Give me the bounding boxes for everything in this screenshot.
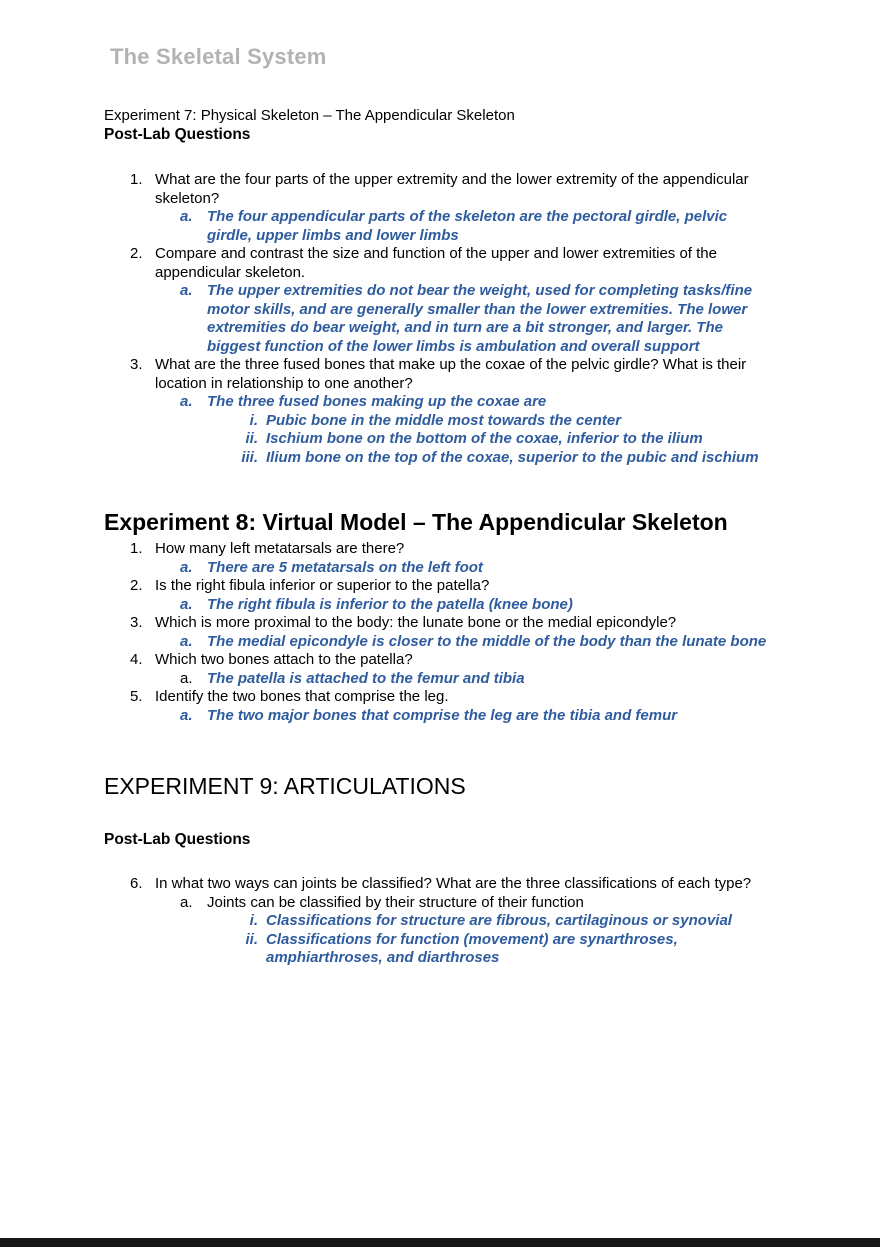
answer-item [104, 670, 776, 689]
experiment9-postlab-heading: Post-Lab Questions [104, 831, 251, 848]
list-marker: 2. [130, 245, 143, 262]
list-marker: iii. [241, 448, 258, 466]
answer-item [104, 596, 776, 615]
answer-text: There are 5 metatarsals on the left foot [207, 558, 483, 576]
question-item [104, 688, 776, 707]
experiment9-question-list [104, 875, 776, 968]
answer-item [104, 208, 776, 245]
sub-answer-text: Ischium bone on the bottom of the coxae, inferior to the ilium [266, 430, 703, 447]
experiment8-question-list [104, 540, 776, 725]
answer-text: The patella is attached to the femur and tibia [207, 669, 525, 687]
answer-text: The four appendicular parts of the skeleton are the pectoral girdle, pelvic girdle, upper limbs and lower limbs [207, 208, 728, 244]
list-marker: a. [180, 632, 193, 650]
list-marker: a. [180, 558, 193, 576]
answer-item [104, 393, 776, 412]
list-marker: 2. [130, 577, 143, 594]
sub-answer-text: Ilium bone on the top of the coxae, superior to the pubic and ischium [266, 448, 759, 466]
sub-answer-text: Classifications for function (movement) are synarthroses, amphiarthroses, and diarthroses [266, 930, 678, 966]
question-item [104, 245, 776, 282]
list-marker: 1. [130, 540, 143, 557]
list-marker: ii. [245, 930, 258, 948]
experiment7-postlab-heading: Post-Lab Questions [104, 126, 251, 143]
list-marker: 1. [130, 171, 143, 188]
sub-answer-item [104, 449, 776, 468]
sub-answer-item [104, 931, 776, 968]
answer-item [104, 894, 776, 913]
list-marker: i. [249, 912, 258, 929]
question-text: What are the four parts of the upper extremity and the lower extremity of the appendicular skeleton? [155, 171, 749, 207]
answer-item [104, 282, 776, 356]
sub-answer-item [104, 430, 776, 449]
list-marker: a. [180, 208, 193, 225]
answer-text: The three fused bones making up the coxae are [207, 393, 547, 410]
answer-text: The medial epicondyle is closer to the middle of the body than the lunate bone [207, 632, 767, 650]
experiment9-section [104, 773, 776, 968]
sub-answer-text: Classifications for structure are fibrous, cartilaginous or synovial [266, 912, 732, 929]
answer-item [104, 559, 776, 578]
question-text: What are the three fused bones that make up the coxae of the pelvic girdle? What is their location in relationship to one another? [155, 356, 747, 392]
question-item [104, 540, 776, 559]
list-marker: a. [180, 393, 193, 410]
list-marker: ii. [245, 430, 258, 447]
list-marker: 3. [130, 356, 143, 373]
experiment9-heading: EXPERIMENT 9: ARTICULATIONS [104, 773, 466, 799]
question-text: Identify the two bones that comprise the leg. [155, 688, 449, 705]
list-marker: 5. [130, 688, 143, 705]
question-text: Compare and contrast the size and function of the upper and lower extremities of the appendicular skeleton. [155, 245, 717, 281]
list-marker: 4. [130, 651, 143, 668]
question-text: How many left metatarsals are there? [155, 540, 405, 557]
question-item [104, 577, 776, 596]
list-marker: i. [249, 411, 258, 429]
question-text: Which is more proximal to the body: the lunate bone or the medial epicondyle? [155, 614, 677, 631]
question-item [104, 875, 776, 894]
list-marker: a. [180, 893, 193, 911]
list-marker: a. [180, 706, 193, 724]
question-item [104, 651, 776, 670]
list-marker: 3. [130, 614, 143, 631]
question-text: Which two bones attach to the patella? [155, 651, 413, 668]
list-marker: a. [180, 595, 193, 613]
experiment8-section [104, 509, 776, 725]
document-title: The Skeletal System [110, 44, 327, 69]
question-item [104, 356, 776, 393]
answer-text: The two major bones that comprise the leg are the tibia and femur [207, 706, 678, 724]
question-item [104, 171, 776, 208]
list-marker: 6. [130, 875, 143, 892]
answer-text: Joints can be classified by their structure of their function [207, 893, 584, 911]
answer-item [104, 707, 776, 726]
answer-text: The right fibula is inferior to the patella (knee bone) [207, 595, 573, 613]
question-text: Is the right fibula inferior or superior to the patella? [155, 577, 490, 594]
experiment7-section [104, 106, 776, 467]
answer-text: The upper extremities do not bear the weight, used for completing tasks/fine motor skills, and are generally smaller than the lower extremities. The lower extremities do bear weight, and in turn are a bit stronger, and larger. The biggest function of the lower limbs is ambulation and overall support [207, 282, 753, 355]
question-text: In what two ways can joints be classified? What are the three classifications of each type? [155, 875, 752, 892]
question-item [104, 614, 776, 633]
list-marker: a. [180, 669, 193, 687]
experiment7-question-list [104, 171, 776, 467]
experiment8-heading: Experiment 8: Virtual Model – The Appendicular Skeleton [104, 509, 728, 535]
sub-answer-item [104, 912, 776, 931]
experiment7-subtitle: Experiment 7: Physical Skeleton – The Appendicular Skeleton [104, 107, 515, 124]
answer-item [104, 633, 776, 652]
page-bottom-bar [0, 1238, 880, 1247]
sub-answer-text: Pubic bone in the middle most towards the center [266, 411, 622, 429]
list-marker: a. [180, 282, 193, 299]
sub-answer-item [104, 412, 776, 431]
